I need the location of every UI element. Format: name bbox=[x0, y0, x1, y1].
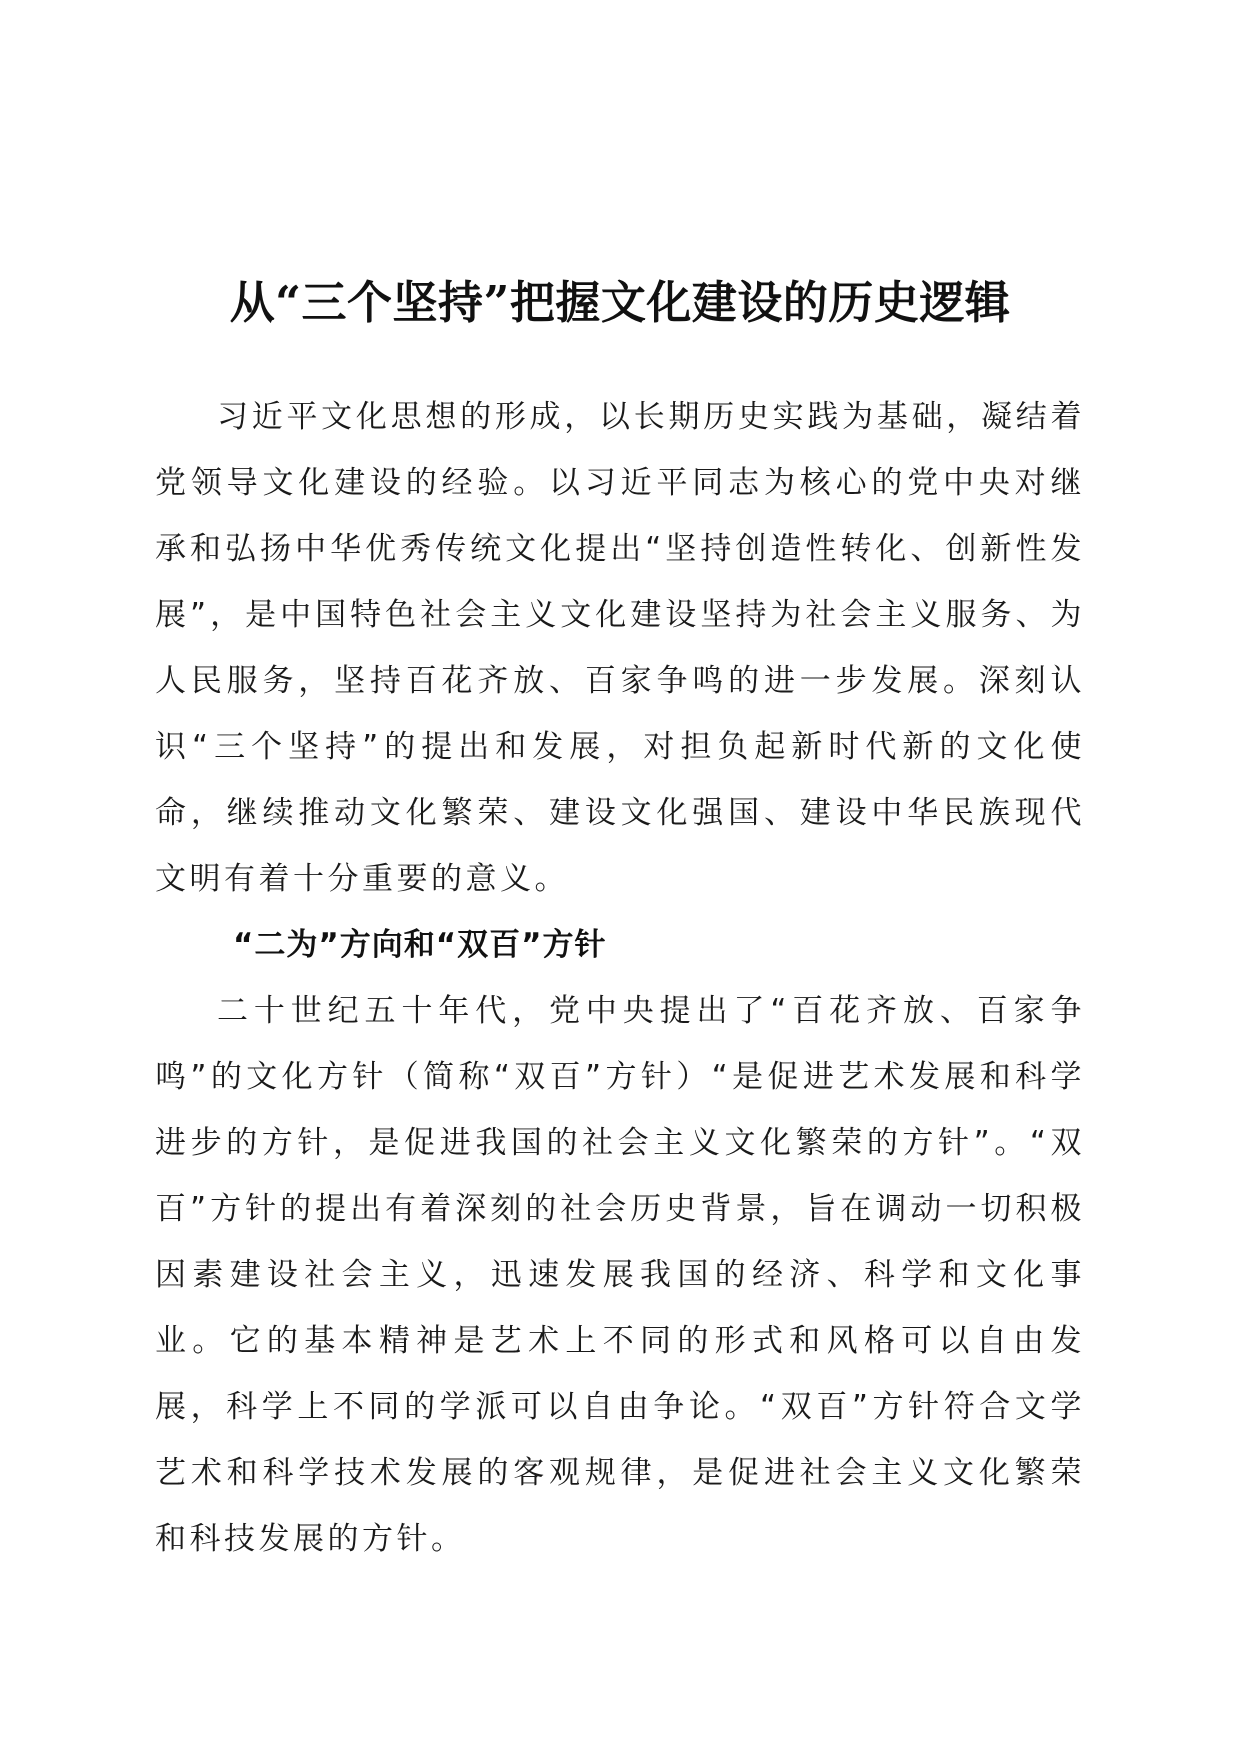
document-body bbox=[155, 384, 1085, 1572]
paragraph-shuangbai: 二十世纪五十年代，党中央提出了“百花齐放、百家争鸣”的文化方针（简称“双百”方针）“是促进艺术发展和科学进步的方针，是促进我国的社会主义文化繁荣的方针”。“双百”方针的提出有着深刻的社会历史背景，旨在调动一切积极因素建设社会主义，迅速发展我国的经济、科学和文化事业。它的基本精神是艺术上不同的形式和风格可以自由发展，科学上不同的学派可以自由争论。“双百”方针符合文学艺术和科学技术发展的客观规律，是促进社会主义文化繁荣和科技发展的方针。 bbox=[155, 993, 1085, 1557]
paragraph-intro: 习近平文化思想的形成，以长期历史实践为基础，凝结着党领导文化建设的经验。以习近平同志为核心的党中央对继承和弘扬中华优秀传统文化提出“坚持创造性转化、创新性发展”，是中国特色社会主义文化建设坚持为社会主义服务、为人民服务，坚持百花齐放、百家争鸣的进一步发展。深刻认识“三个坚持”的提出和发展，对担负起新时代新的文化使命，继续推动文化繁荣、建设文化强国、建设中华民族现代文明有着十分重要的意义。 bbox=[155, 399, 1085, 897]
section-heading: “二为”方向和“双百”方针 bbox=[233, 927, 607, 963]
document-title: 从“三个坚持”把握文化建设的历史逻辑 bbox=[229, 276, 1011, 330]
